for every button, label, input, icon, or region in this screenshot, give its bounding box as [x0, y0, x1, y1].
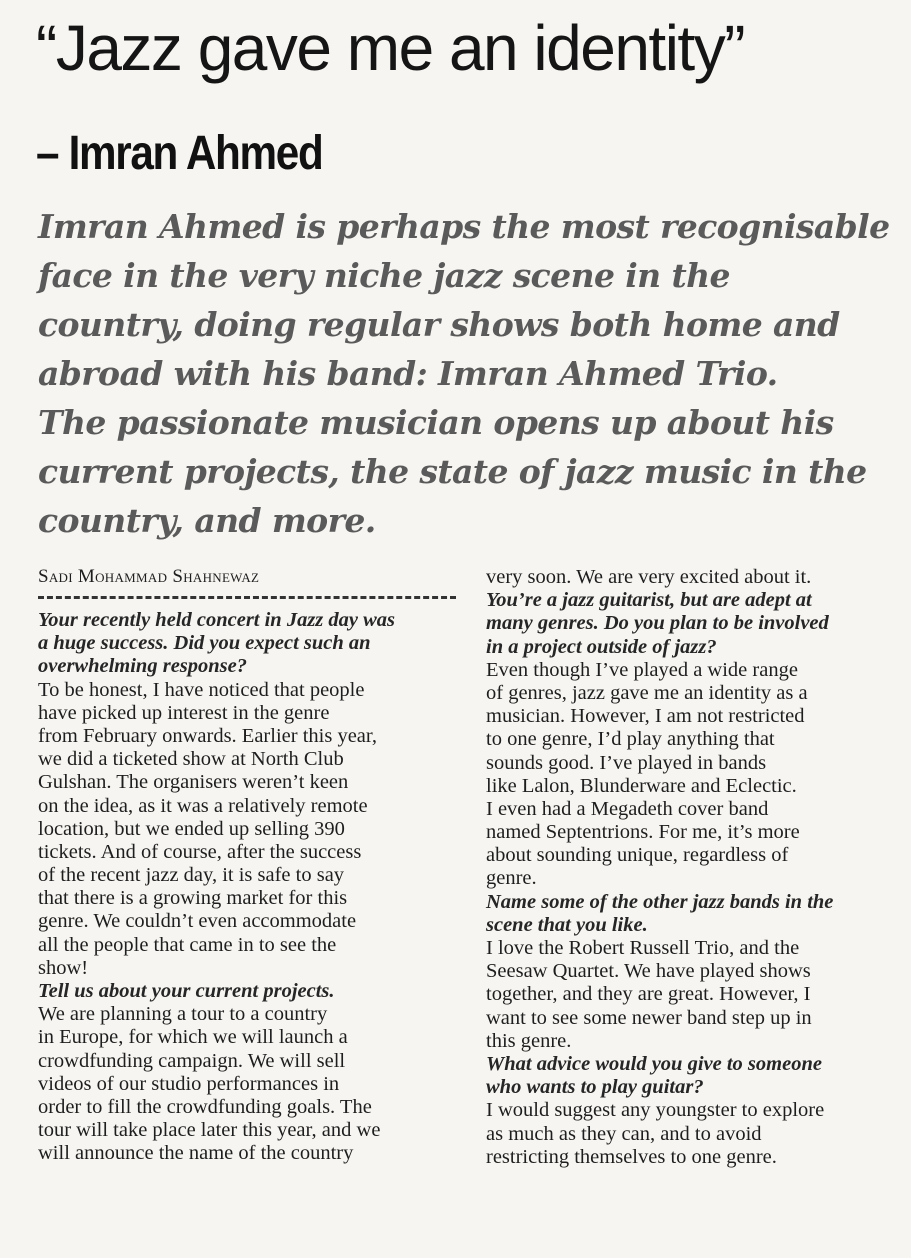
answer-line: like Lalon, Blunderware and Eclectic.	[486, 774, 797, 797]
answer-line: Seesaw Quartet. We have played shows	[486, 960, 811, 983]
question-line: a huge success. Did you expect such an	[38, 632, 371, 655]
answer-line: of genres, jazz gave me an identity as a	[486, 681, 808, 704]
question-line: in a project outside of jazz?	[486, 635, 717, 658]
answer-line: will announce the name of the country	[38, 1142, 354, 1165]
answer-line: order to fill the crowdfunding goals. The	[38, 1095, 372, 1118]
answer-line: this genre.	[486, 1029, 572, 1052]
answer-line: to one genre, I’d play anything that	[486, 728, 775, 751]
answer-line: all the people that came in to see the	[38, 933, 337, 956]
right-column	[486, 566, 911, 1169]
answer-line: restricting themselves to one genre.	[486, 1145, 777, 1168]
answer-line: show!	[38, 956, 89, 979]
answer-line: I love the Robert Russell Trio, and the	[486, 937, 800, 959]
answer-line: To be honest, I have noticed that people	[38, 678, 365, 701]
answer-line: musician. However, I am not restricted	[486, 705, 805, 728]
answer-line: on the idea, as it was a relatively remote	[38, 794, 368, 817]
right-column-text	[486, 566, 911, 1169]
answer-line: crowdfunding campaign. We will sell	[38, 1049, 346, 1072]
question-line: Tell us about your current projects.	[38, 980, 335, 1002]
answer-line: tickets. And of course, after the success	[38, 840, 362, 863]
answer-line: Even though I’ve played a wide range	[486, 658, 798, 681]
question-line: overwhelming response?	[38, 655, 247, 678]
question-line: What advice would you give to someone	[486, 1052, 822, 1075]
answer-line: named Septentrions. For me, it’s more	[486, 821, 800, 844]
answer-line: videos of our studio performances in	[38, 1072, 340, 1095]
answer-line: very soon. We are very excited about it.	[486, 566, 812, 588]
intro-line: abroad with his band: Imran Ahmed Trio.	[38, 354, 778, 393]
answer-line: sounds good. I’ve played in bands	[486, 751, 767, 774]
answer-line: genre.	[486, 867, 537, 890]
answer-line: that there is a growing market for this	[38, 887, 348, 910]
answer-line: want to see some newer band step up in	[486, 1006, 812, 1029]
answer-line: from February onwards. Earlier this year,	[38, 724, 378, 747]
answer-line: I even had a Megadeth cover band	[486, 797, 769, 820]
intro-line: The passionate musician opens up about his	[38, 403, 834, 442]
answer-line: genre. We couldn’t even accommodate	[38, 910, 357, 933]
answer-line: location, but we ended up selling 390	[38, 817, 345, 840]
intro-line: face in the very niche jazz scene in the	[38, 256, 730, 295]
author-name: Sadi Mohammad Shahnewaz	[38, 566, 260, 587]
intro-line: country, and more.	[38, 501, 376, 540]
answer-line: in Europe, for which we will launch a	[38, 1026, 348, 1049]
answer-line: as much as they can, and to avoid	[486, 1122, 762, 1145]
question-line: Name some of the other jazz bands in the	[486, 890, 834, 913]
intro-paragraph	[38, 202, 906, 545]
answer-line: of the recent jazz day, it is safe to say	[38, 864, 345, 887]
question-line: You’re a jazz guitarist, but are adept at	[486, 589, 812, 612]
intro-line: country, doing regular shows both home and	[38, 305, 840, 344]
question-line: many genres. Do you plan to be involved	[486, 612, 829, 635]
question-line: who wants to play guitar?	[486, 1076, 704, 1099]
question-line: Your recently held concert in Jazz day was	[38, 609, 396, 631]
answer-line: have picked up interest in the genre	[38, 701, 330, 724]
headline: “Jazz gave me an identity”	[36, 12, 744, 84]
intro-line: current projects, the state of jazz music in the	[38, 452, 867, 491]
answer-line: I would suggest any youngster to explore	[486, 1099, 825, 1122]
intro-line: Imran Ahmed is perhaps the most recognisable	[38, 207, 890, 246]
dashed-divider	[38, 596, 456, 603]
byline: – Imran Ahmed	[36, 127, 323, 180]
answer-line: We are planning a tour to a country	[38, 1003, 328, 1026]
left-column-text	[38, 609, 463, 1166]
answer-line: Gulshan. The organisers weren’t keen	[38, 771, 349, 794]
answer-line: about sounding unique, regardless of	[486, 844, 789, 867]
left-column	[38, 564, 463, 1166]
question-line: scene that you like.	[486, 913, 648, 936]
answer-line: we did a ticketed show at North Club	[38, 748, 344, 771]
answer-line: tour will take place later this year, and we	[38, 1119, 381, 1142]
answer-line: together, and they are great. However, I	[486, 983, 811, 1006]
